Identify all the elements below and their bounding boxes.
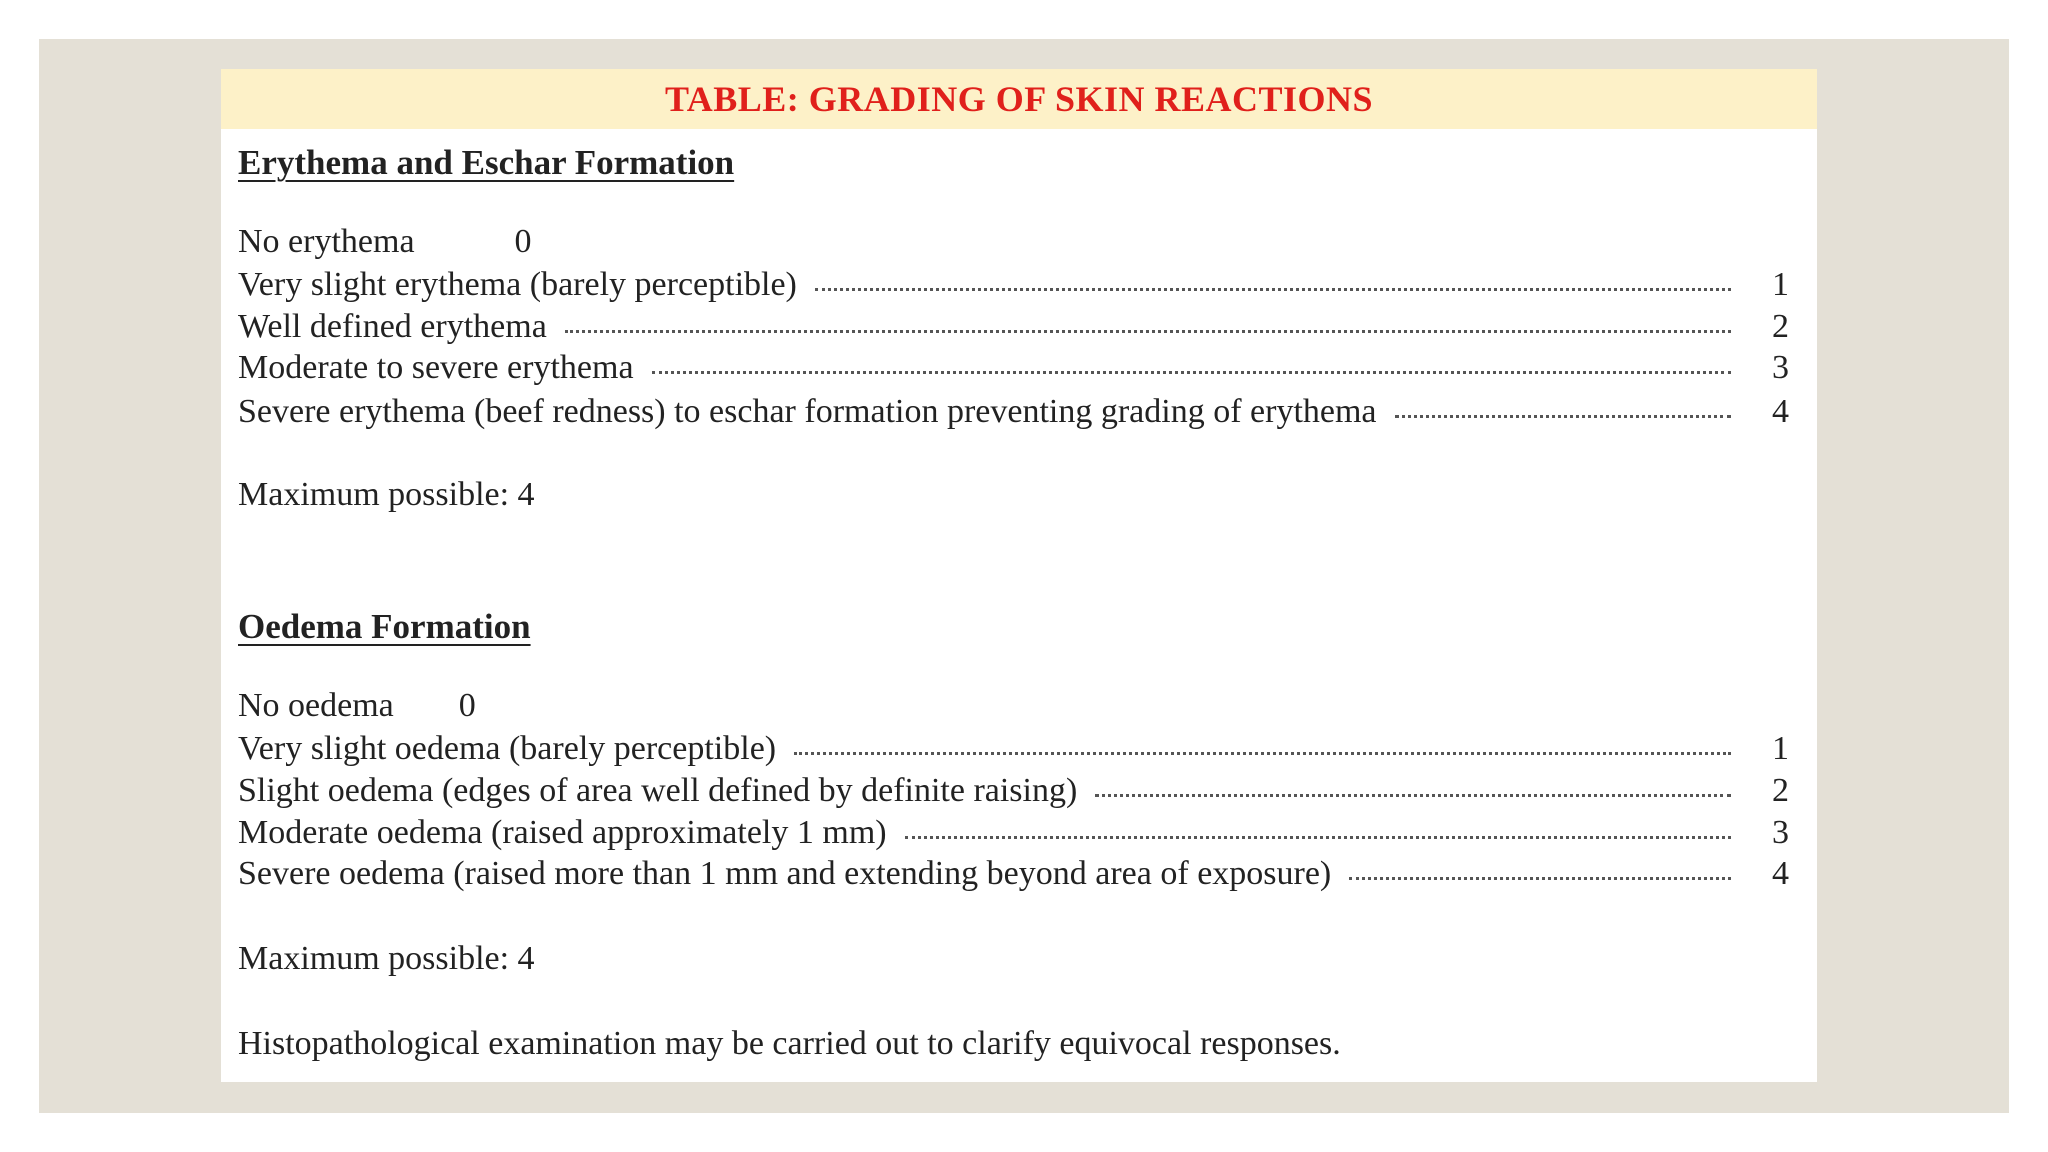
oedema-row-2: [238, 772, 1789, 810]
oedema-label-2: Slight oedema (edges of area well defined by definite raising): [238, 772, 1078, 809]
dot-leader: [1349, 877, 1731, 880]
oedema-grade-3: 3: [1772, 814, 1789, 851]
title-bar: [221, 69, 1817, 129]
erythema-label-1: Very slight erythema (barely perceptible): [238, 266, 797, 303]
oedema-label-4: Severe oedema (raised more than 1 mm and extending beyond area of exposure): [238, 855, 1332, 892]
dot-leader: [565, 330, 1731, 333]
dot-leader: [1095, 794, 1731, 797]
oedema-maximum: Maximum possible: 4: [238, 940, 535, 977]
erythema-row-1: [238, 266, 1789, 304]
erythema-grade-4: 4: [1772, 393, 1789, 430]
erythema-label-4: Severe erythema (beef redness) to eschar formation preventing grading of erythema: [238, 393, 1377, 430]
dot-leader: [815, 288, 1731, 291]
erythema-row-4: [238, 393, 1789, 431]
dot-leader: [652, 371, 1731, 374]
erythema-none-label: No erythema: [238, 223, 415, 260]
oedema-heading: Oedema Formation: [238, 607, 531, 646]
erythema-none-grade: 0: [514, 223, 532, 260]
oedema-row-3: [238, 814, 1789, 852]
oedema-none-grade: 0: [458, 687, 476, 724]
oedema-none-row: [238, 687, 1789, 725]
dot-leader: [905, 836, 1731, 839]
footnote: Histopathological examination may be carried out to clarify equivocal responses.: [238, 1025, 1341, 1062]
erythema-row-2: [238, 308, 1789, 346]
oedema-grade-4: 4: [1772, 855, 1789, 892]
page-title: TABLE: GRADING OF SKIN REACTIONS: [664, 79, 1374, 119]
erythema-grade-3: 3: [1772, 349, 1789, 386]
oedema-label-1: Very slight oedema (barely perceptible): [238, 730, 777, 767]
erythema-label-3: Moderate to severe erythema: [238, 349, 634, 386]
oedema-label-3: Moderate oedema (raised approximately 1 mm): [238, 814, 887, 851]
oedema-grade-2: 2: [1772, 772, 1789, 809]
erythema-heading: Erythema and Eschar Formation: [238, 143, 735, 182]
erythema-grade-1: 1: [1772, 266, 1789, 303]
dot-leader: [794, 752, 1731, 755]
erythema-label-2: Well defined erythema: [238, 308, 547, 345]
erythema-maximum: Maximum possible: 4: [238, 476, 535, 513]
grading-table-card: [221, 69, 1817, 1082]
oedema-row-4: [238, 855, 1789, 893]
oedema-grade-1: 1: [1772, 730, 1789, 767]
oedema-row-1: [238, 730, 1789, 768]
dot-leader: [1395, 415, 1731, 418]
erythema-none-row: [238, 223, 1789, 261]
oedema-none-label: No oedema: [238, 687, 394, 724]
erythema-grade-2: 2: [1772, 308, 1789, 345]
erythema-row-3: [238, 349, 1789, 387]
